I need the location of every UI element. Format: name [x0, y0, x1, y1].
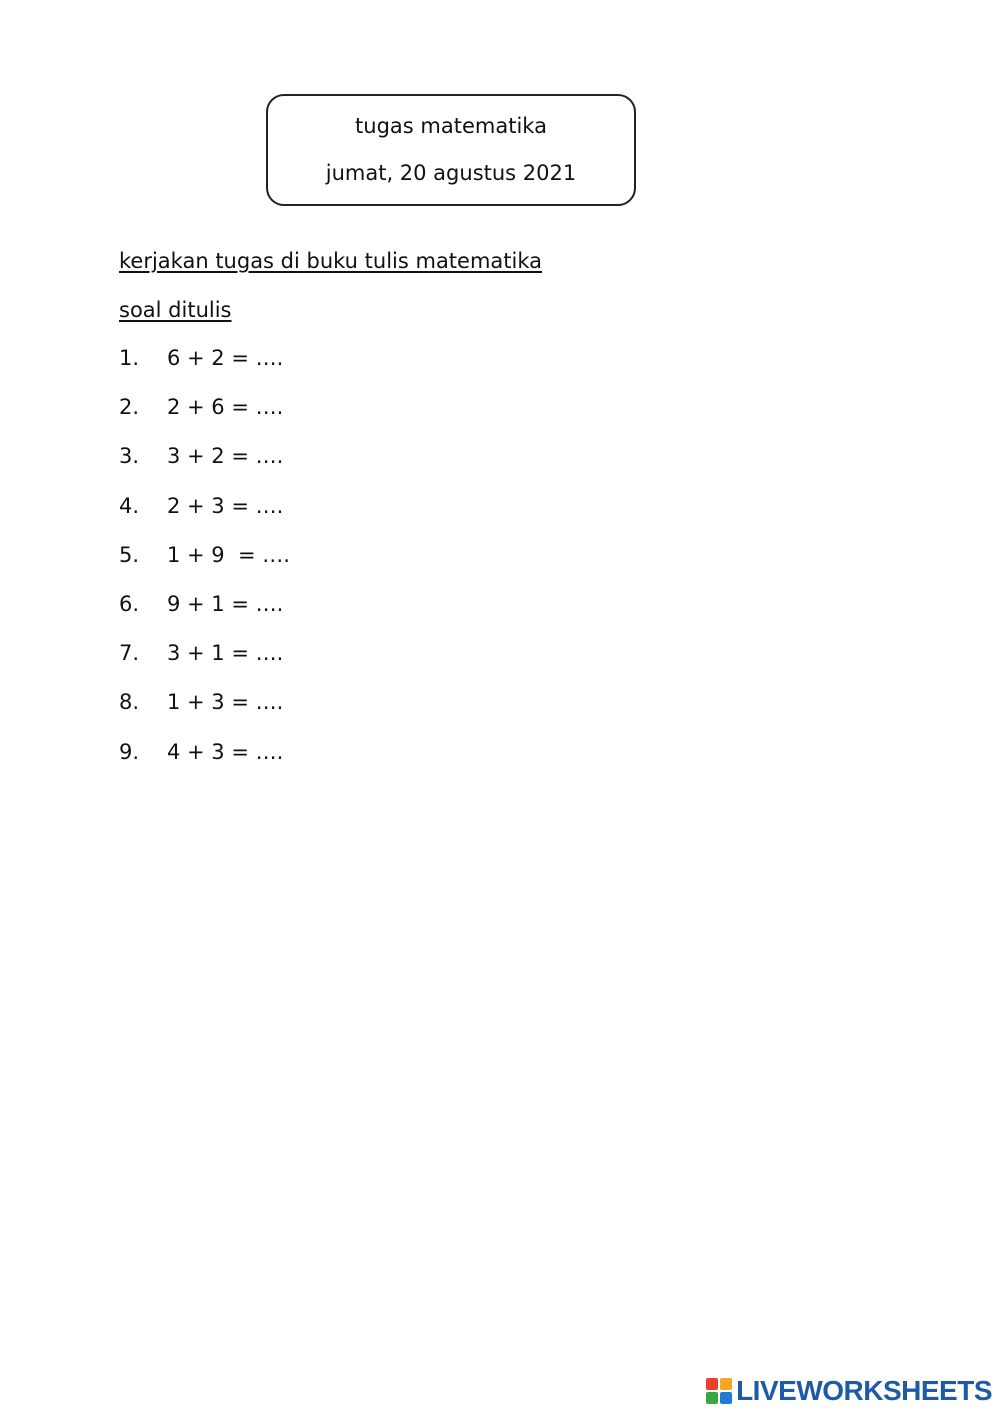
question-text: 3 + 2 = …. [167, 444, 284, 469]
question-item [119, 443, 290, 492]
question-item [119, 493, 290, 542]
question-item [119, 591, 290, 640]
question-text: 2 + 3 = …. [167, 493, 284, 518]
question-number: 4. [119, 493, 140, 518]
watermark-text: LIVEWORKSHEETS [736, 1375, 992, 1406]
worksheet-title: tugas matematika [355, 114, 547, 138]
question-text: 1 + 3 = …. [167, 690, 284, 715]
instruction-sub: soal ditulis [119, 298, 232, 322]
question-item [119, 345, 290, 394]
worksheet-date: jumat, 20 agustus 2021 [325, 161, 577, 185]
liveworksheets-logo-icon [706, 1378, 732, 1404]
liveworksheets-watermark [706, 1375, 992, 1407]
question-number: 8. [119, 690, 140, 715]
question-number: 3. [119, 444, 140, 469]
instruction-main: kerjakan tugas di buku tulis matematika [119, 249, 543, 273]
question-text: 2 + 6 = …. [167, 395, 284, 420]
question-text: 1 + 9 = …. [167, 542, 290, 567]
question-item [119, 739, 290, 788]
question-item [119, 640, 290, 689]
question-number: 7. [119, 641, 140, 666]
question-number: 2. [119, 395, 140, 420]
question-list [119, 345, 290, 788]
question-number: 1. [119, 346, 140, 370]
logo-square [720, 1392, 732, 1404]
question-text: 9 + 1 = …. [167, 591, 284, 616]
logo-square [720, 1378, 732, 1390]
logo-square [706, 1392, 718, 1404]
question-text: 6 + 2 = …. [167, 346, 284, 370]
question-text: 3 + 1 = …. [167, 641, 284, 666]
question-number: 5. [119, 542, 140, 567]
question-number: 9. [119, 739, 140, 764]
question-item [119, 542, 290, 591]
question-text: 4 + 3 = …. [167, 739, 284, 764]
question-item [119, 394, 290, 443]
question-number: 6. [119, 591, 140, 616]
title-box [266, 94, 636, 206]
logo-square [706, 1378, 718, 1390]
question-item [119, 689, 290, 738]
